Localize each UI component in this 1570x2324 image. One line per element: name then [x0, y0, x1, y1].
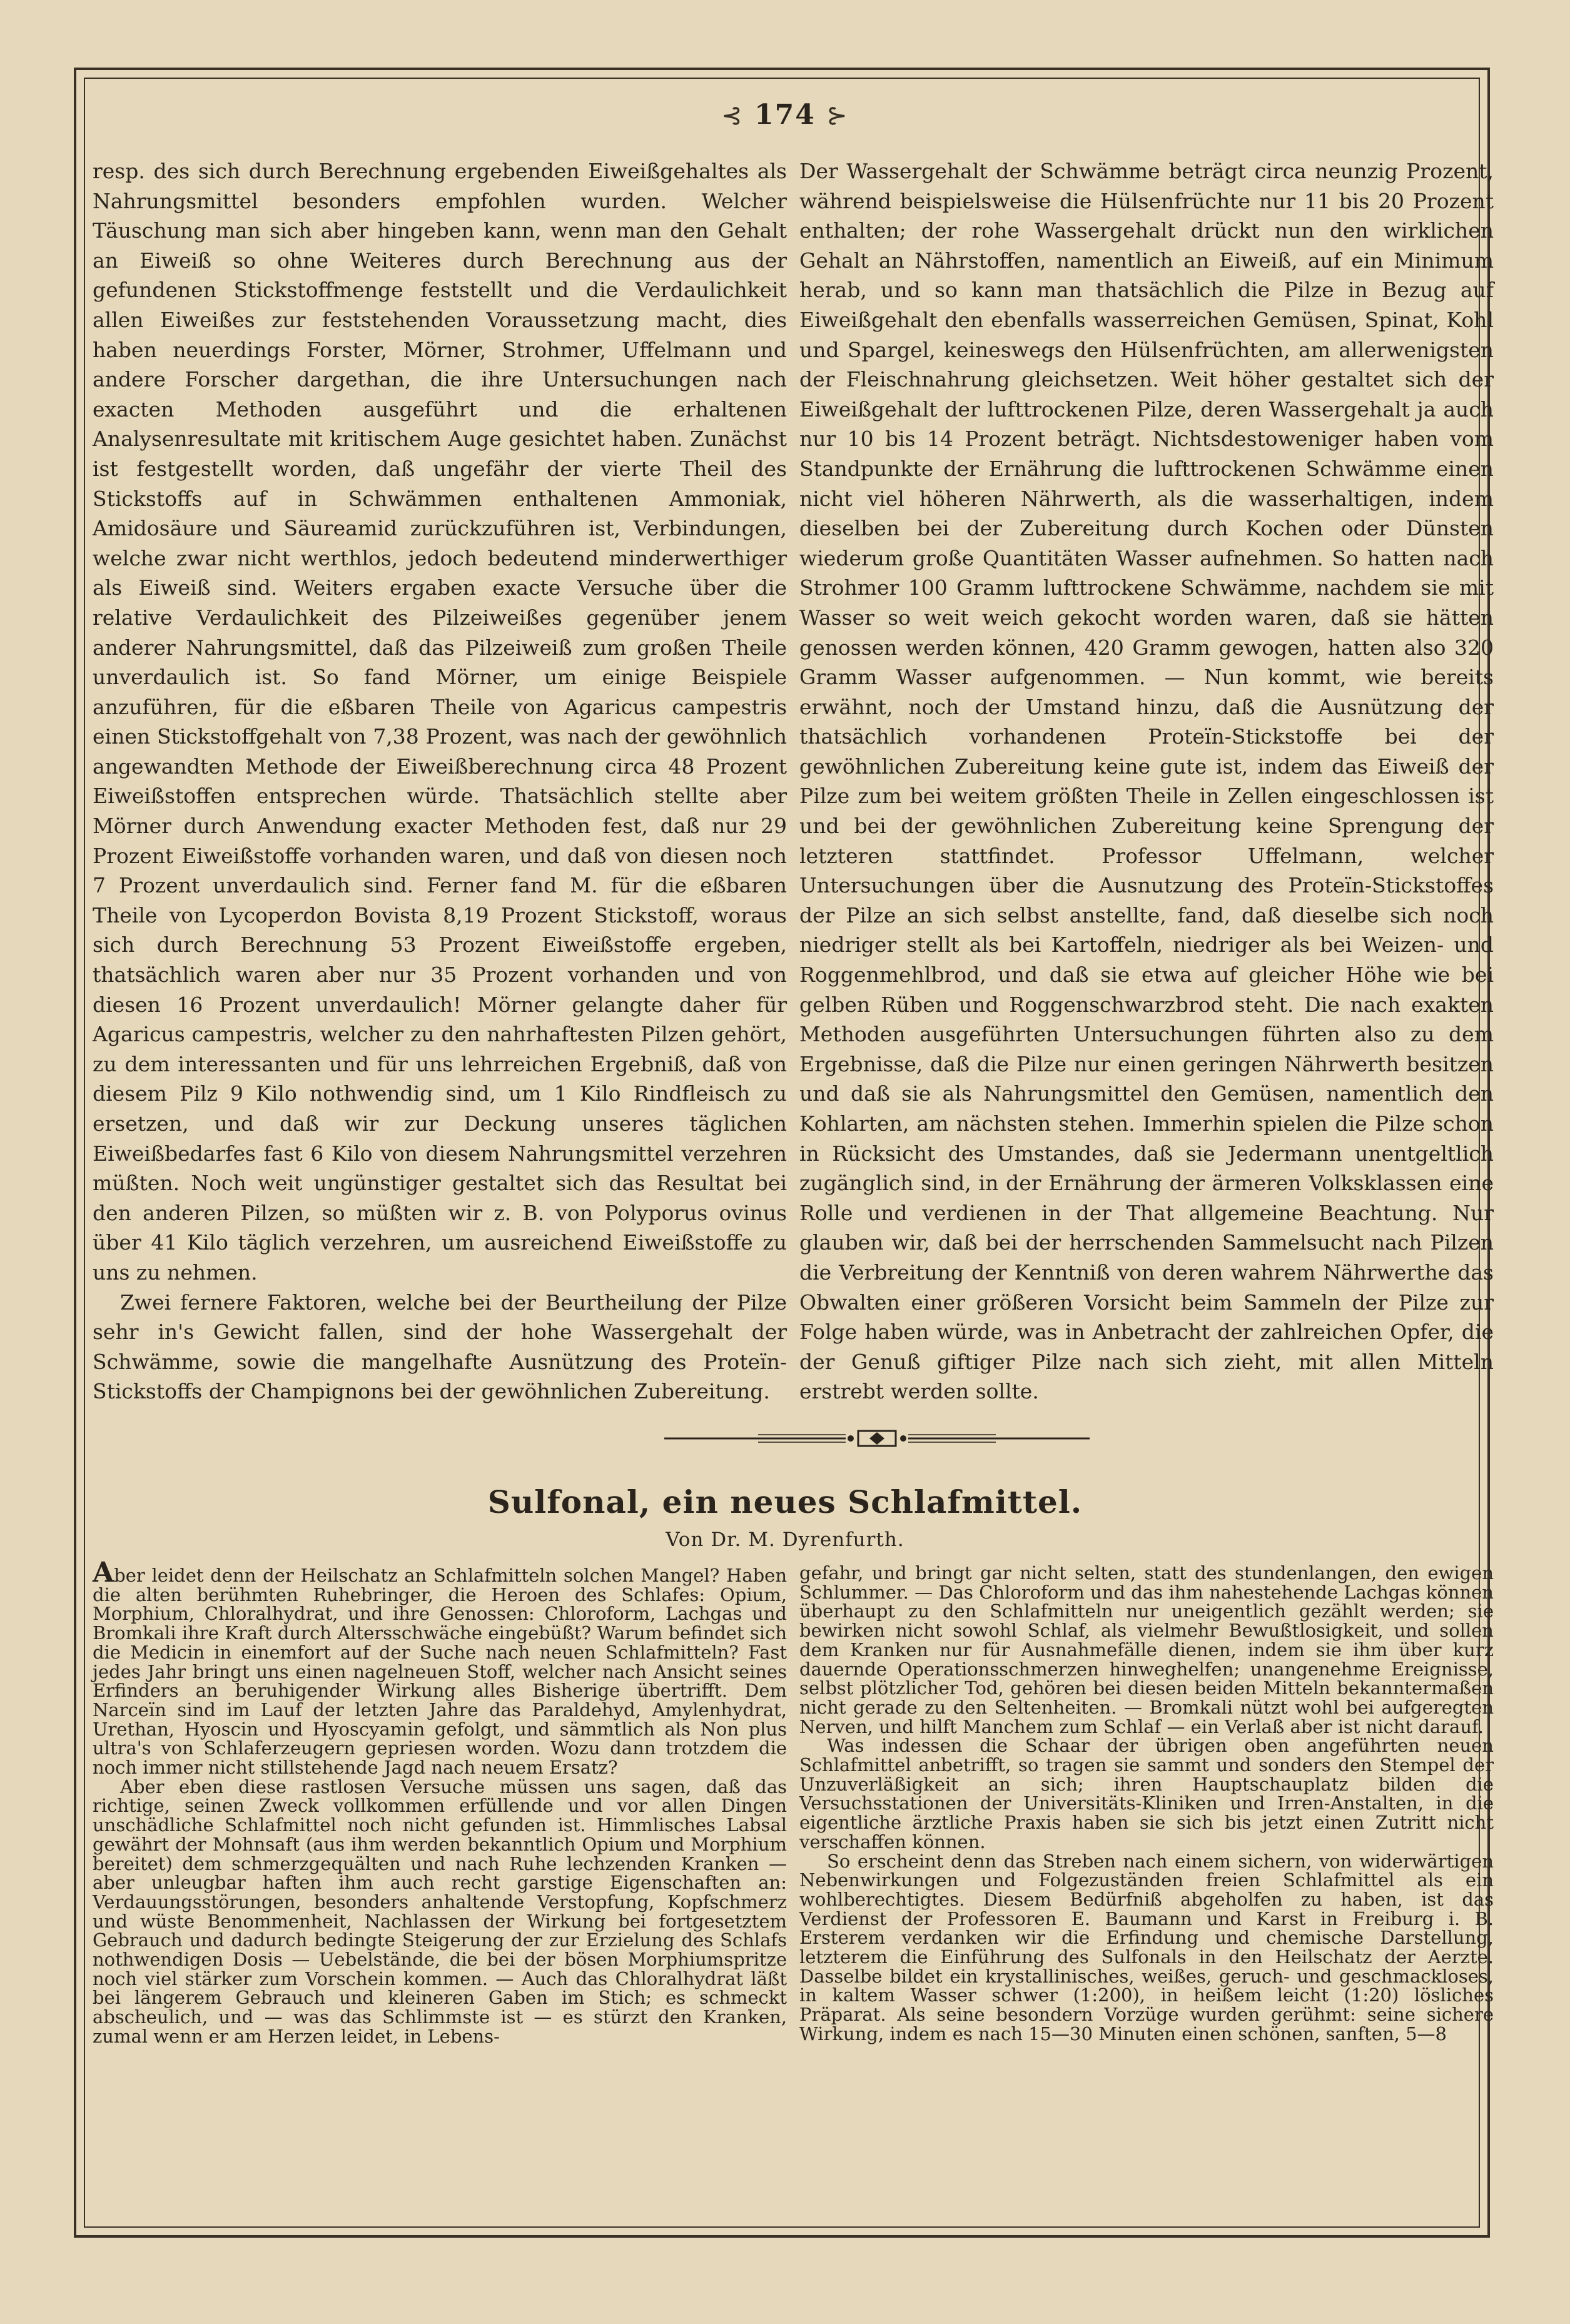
section-divider-ornament-icon [664, 1429, 1090, 1448]
paragraph: Was indessen die Schaar der übrigen oben angeführten neuen Schlafmittel anbetrifft, so tragen sie sammt und sonders den Stempel der Unzuverläßigkeit an sich; ihren Hauptschauplatz bilden die Versuchsstationen der Universitäts-Kliniken und Irren-Anstalten, in die eigentliche ärztliche Praxis haben sie sich bis jetzt einen Zutritt nicht verschaffen können. [799, 1735, 1494, 1852]
ornament-right-icon: ⊱ [826, 101, 849, 130]
page-number: 174 [754, 99, 816, 131]
page-number-header [0, 99, 1570, 131]
upper-right-column [799, 156, 1494, 1407]
upper-left-column [93, 156, 787, 1407]
paragraph: gefahr, und bringt gar nicht selten, statt des stundenlangen, den ewigen Schlummer. — Das Chloroform und das ihm nahestehende Lachgas können überhaupt zu den Schlafmitteln nur uneigentlich gezählt werden; sie bewirken nicht sowohl Schlaf, als vielmehr Bewußtlosigkeit, und sollen dem Kranken nur für Ausnahmefälle dienen, indem sie ihm über kurz dauernde Operationsschmerzen hinweghelfen; unangenehme Ereignisse, selbst plötzlicher Tod, gehören bei diesen beiden Mitteln bekanntermaßen nicht gerade zu den Seltenheiten. — Bromkali nützt wohl bei aufgeregten Nerven, und hilft Manchem zum Schlaf — ein Verlaß aber ist nicht darauf. [799, 1562, 1494, 1737]
drop-cap: A [93, 1557, 114, 1589]
paragraph: resp. des sich durch Berechnung ergebenden Eiweißgehaltes als Nahrungsmittel besonders empfohlen wurden. Welcher Täuschung man sich aber hingeben kann, wenn man den Gehalt an Eiweiß so ohne Weiteres durch Berechnung aus der gefundenen Stickstoffmenge feststellt und die Verdaulichkeit allen Eiweißes zur feststehenden Voraussetzung macht, dies haben neuerdings Forster, Mörner, Strohmer, Uffelmann und andere Forscher dargethan, die ihre Untersuchungen nach exacten Methoden ausgeführt und die erhaltenen Analysenresultate mit kritischem Auge gesichtet haben. Zunächst ist festgestellt worden, daß ungefähr der vierte Theil des Stickstoffs auf in Schwämmen enthaltenen Ammoniak, Amidosäure und Säureamid zurückzuführen ist, Verbindungen, welche zwar nicht werthlos, jedoch bedeutend minderwerthiger als Eiweiß sind. Weiters ergaben exacte Versuche über die relative Verdaulichkeit des Pilzeiweißes gegenüber jenem anderer Nahrungsmittel, daß das Pilzeiweiß zum großen Theile unverdaulich ist. So fand Mörner, um einige Beispiele anzuführen, für die eßbaren Theile von Agaricus campestris einen Stickstoffgehalt von 7,38 Prozent, was nach der gewöhnlich angewandten Methode der Eiweißberechnung circa 48 Prozent Eiweißstoffen entsprechen würde. Thatsächlich stellte aber Mörner durch Anwendung exacter Methoden fest, daß nur 29 Prozent Eiweißstoffe vorhanden waren, und daß von diesen noch 7 Prozent unverdaulich sind. Ferner fand M. für die eßbaren Theile von Lycoperdon Bovista 8,19 Prozent Stickstoff, woraus sich durch Berechnung 53 Prozent Eiweißstoffe ergeben, thatsächlich waren aber nur 35 Prozent vorhanden und von diesen 16 Prozent unverdaulich! Mörner gelangte daher für Agaricus campestris, welcher zu den nahrhaftesten Pilzen gehört, zu dem interessanten und für uns lehrreichen Ergebniß, daß von diesem Pilz 9 Kilo nothwendig sind, um 1 Kilo Rindfleisch zu ersetzen, und daß wir zur Deckung unseres täglichen Eiweißbedarfes fast 6 Kilo von diesem Nahrungsmittel verzehren müßten. Noch weit ungünstiger gestaltet sich das Resultat bei den anderen Pilzen, so müßten wir z. B. von Polyporus ovinus über 41 Kilo täglich verzehren, um ausreichend Eiweißstoffe zu uns zu nehmen. [93, 159, 787, 1285]
paragraph: So erscheint denn das Streben nach einem sichern, von widerwärtigen Nebenwirkungen und Folgezuständen freien Schlafmittel als ein wohlberechtigtes. Diesem Bedürfniß abgeholfen zu haben, ist das Verdienst der Professoren E. Baumann und Karst in Freiburg i. B. Ersterem verdanken wir die Erfindung und chemische Darstellung, letzterem die Einführung des Sulfonals in den Heilschatz der Aerzte. Dasselbe bildet ein krystallinisches, weißes, geruch- und geschmackloses, in kaltem Wasser schwer (1:200), in heißem leicht (1:20) lösliches Präparat. Als seine besondern Vorzüge wurden gerühmt: seine sichere Wirkung, indem es nach 15—30 Minuten einen schönen, sanften, 5—8 [799, 1850, 1494, 2044]
paragraph-text: ber leidet denn der Heilschatz an Schlafmitteln solchen Mangel? Haben die alten berühmten Ruhebringer, die Heroen des Schlafes: Opium, Morphium, Chloralhydrat, und ihre Genossen: Chloroform, Lachgas und Bromkali ihre Kraft durch Altersschwäche eingebüßt? Warum befindet sich die Medicin in einemfort auf der Suche nach neuen Schlafmitteln? Fast jedes Jahr bringt uns einen nagelneuen Stoff, welcher nach Ansicht seines Erfinders an beruhigender Wirkung alles Bisherige übertrifft. Dem Narceïn sind im Lauf der letzten Jahre das Paraldehyd, Amylenhydrat, Urethan, Hyoscin und Hyoscyamin gefolgt, und sämmtlich als Non plus ultra's von Schlaferzeugern gepriesen worden. Wozu dann trotzdem die noch immer nicht stillstehende Jagd nach neuem Ersatz? [93, 1565, 787, 1779]
paragraph [93, 1557, 787, 1779]
paragraph: Aber eben diese rastlosen Versuche müssen uns sagen, daß das richtige, seinen Zweck vollkommen erfüllende und vor allen Dingen unschädliche Schlafmittel noch nicht gefunden ist. Himmlisches Labsal gewährt der Mohnsaft (aus ihm werden bekanntlich Opium und Morphium bereitet) dem schmerzgequälten und nach Ruhe lechzenden Kranken — aber unleugbar haften ihm auch recht garstige Eigenschaften an: Verdauungsstörungen, besonders anhaltende Verstopfung, Kopfschmerz und wüste Benommenheit, Nachlassen der Wirkung bei fortgesetztem Gebrauch und dadurch bedingte Steigerung der zur Erzielung des Schlafs nothwendigen Dosis — Uebelstände, die bei der bösen Morphiumspritze noch viel stärker zum Vorschein kommen. — Auch das Chloralhydrat läßt bei längerem Gebrauch und kleineren Gaben im Stich; es schmeckt abscheulich, und — was das Schlimmste ist — es stürzt den Kranken, zumal wenn er am Herzen leidet, in Lebens- [93, 1776, 787, 2047]
paragraph: Zwei fernere Faktoren, welche bei der Beurtheilung der Pilze sehr in's Gewicht fallen, sind der hohe Wassergehalt der Schwämme, sowie die mangelhafte Ausnützung des Proteïn-Stickstoffs der Champignons bei der gewöhnlichen Zubereitung. [93, 1290, 787, 1404]
paragraph: Der Wassergehalt der Schwämme beträgt circa neunzig Prozent, während beispielsweise die Hülsenfrüchte nur 11 bis 20 Prozent enthalten; der rohe Wassergehalt drückt nun den wirklichen Gehalt an Nährstoffen, namentlich an Eiweiß, auf ein Minimum herab, und so kann man thatsächlich die Pilze in Bezug auf Eiweißgehalt den ebenfalls wasserreichen Gemüsen, Spinat, Kohl und Spargel, keineswegs den Hülsenfrüchten, am allerwenigsten der Fleischnahrung gleichsetzen. Weit höher gestaltet sich der Eiweißgehalt der lufttrockenen Pilze, deren Wassergehalt ja auch nur 10 bis 14 Prozent beträgt. Nichtsdestoweniger haben vom Standpunkte der Ernährung die lufttrockenen Schwämme einen nicht viel höheren Nährwerth, als die wasserhaltigen, indem dieselben bei der Zubereitung durch Kochen oder Dünsten wiederum große Quantitäten Wasser aufnehmen. So hatten nach Strohmer 100 Gramm lufttrockene Schwämme, nachdem sie mit Wasser so weit weich gekocht worden waren, daß sie hätten genossen werden können, 420 Gramm gewogen, hatten also 320 Gramm Wasser aufgenommen. — Nun kommt, wie bereits erwähnt, noch der Umstand hinzu, daß die Ausnützung der thatsächlich vorhandenen Proteïn-Stickstoffe bei der gewöhnlichen Zubereitung keine gute ist, indem das Eiweiß der Pilze zum bei weitem größten Theile in Zellen eingeschlossen ist und bei der gewöhnlichen Zubereitung keine Sprengung der letzteren stattfindet. Professor Uffelmann, welcher Untersuchungen über die Ausnutzung des Proteïn-Stickstoffes der Pilze an sich selbst anstellte, fand, daß dieselbe sich noch niedriger stellt als bei Kartoffeln, niedriger als bei Weizen- und Roggenmehlbrod, und daß sie etwa auf gleicher Höhe wie bei gelben Rüben und Roggenschwarzbrod steht. Die nach exakten Methoden ausgeführten Untersuchungen führten also zu dem Ergebnisse, daß die Pilze nur einen geringen Nährwerth besitzen und daß sie als Nahrungsmittel den Gemüsen, namentlich den Kohlarten, am nächsten stehen. Immerhin spielen die Pilze schon in Rücksicht des Umstandes, daß sie Jedermann unentgeltlich zugänglich sind, in der Ernährung der ärmeren Volksklassen eine Rolle und verdienen in der That allgemeine Beachtung. Nur glauben wir, daß bei der herrschenden Sammelsucht nach Pilzen die Verbreitung der Kenntniß von deren wahrem Nährwerthe das Obwalten einer größeren Vorsicht beim Sammeln der Pilze zur Folge haben würde, was in Anbetracht der zahlreichen Opfer, die der Genuß giftiger Pilze nach sich zieht, mit allen Mitteln erstrebt werden sollte. [799, 159, 1494, 1404]
lower-left-column [93, 1557, 787, 2047]
article-title: Sulfonal, ein neues Schlafmittel. [487, 1483, 1083, 1520]
ornament-left-icon: ⊰ [721, 101, 744, 130]
lower-right-column [799, 1564, 1494, 2044]
article-byline: Von Dr. M. Dyrenfurth. [666, 1528, 904, 1551]
